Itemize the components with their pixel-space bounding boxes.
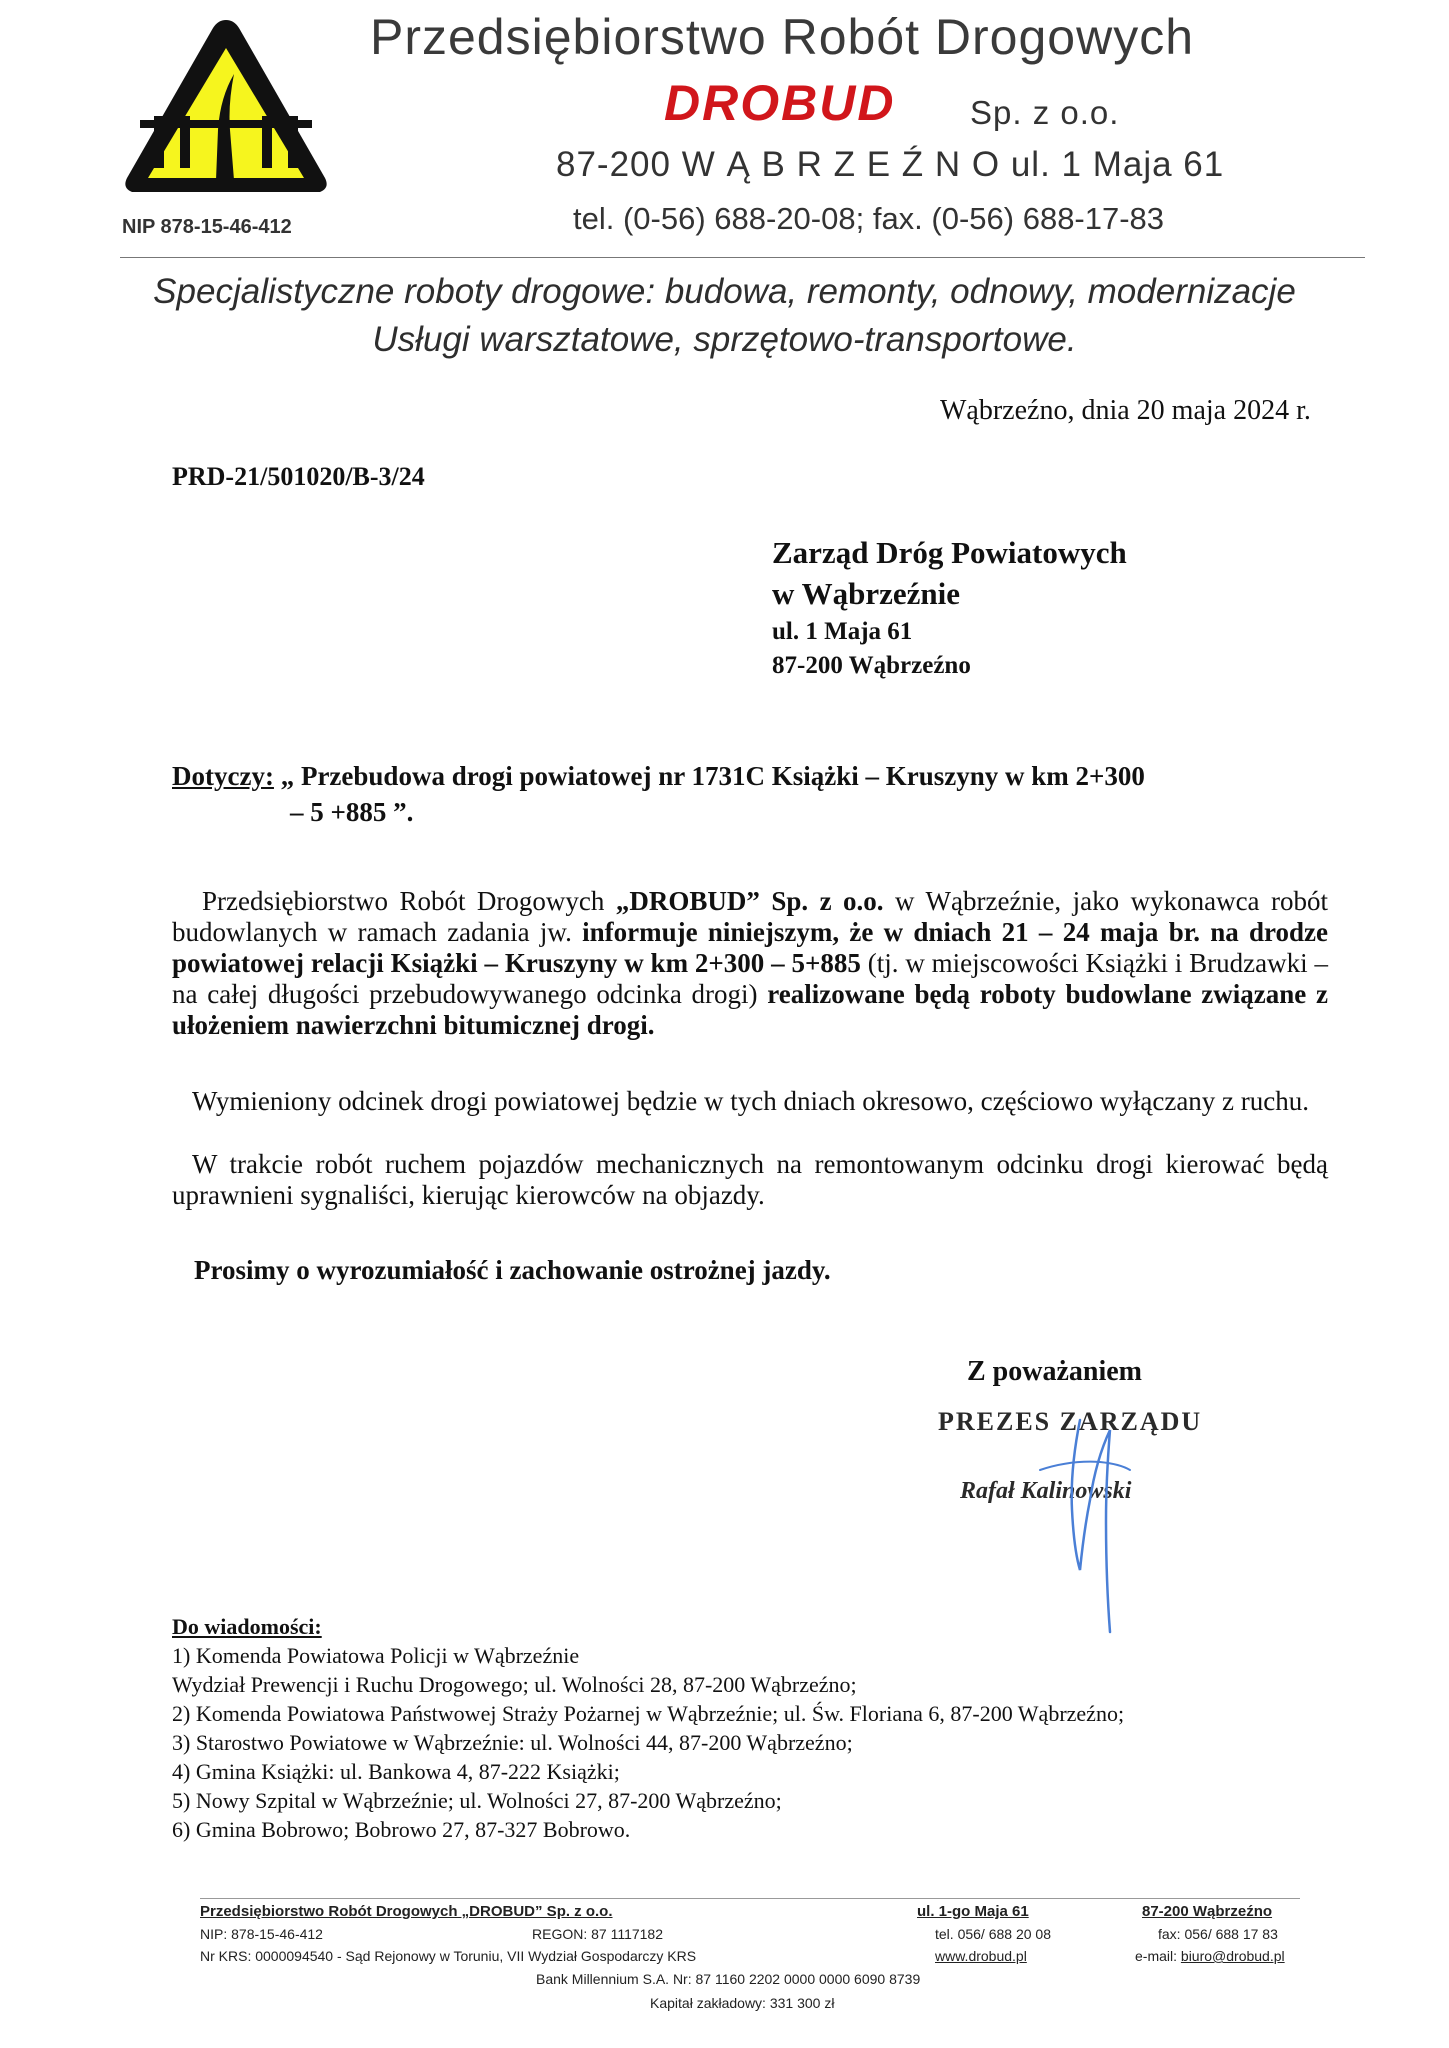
subject-text-1: „ Przebudowa drogi powiatowej nr 1731C Książki – Kruszyny w km 2+300 [273,761,1145,791]
footer-fax: fax: 056/ 688 17 83 [1158,1926,1278,1942]
body-paragraph-1 [172,886,1328,1041]
specialization-line-2: Usługi warsztatowe, sprzętowo-transportowe. [372,320,1077,359]
recipient-line-3: ul. 1 Maja 61 [772,618,913,645]
footer-tel: tel. 056/ 688 20 08 [935,1926,1051,1942]
handwritten-signature [1010,1400,1170,1640]
list-item: 3) Starostwo Powiatowe w Wąbrzeźnie: ul. Wolności 44, 87-200 Wąbrzeźno; [172,1730,853,1755]
para1-company: „DROBUD” Sp. z o.o. [615,886,884,916]
footer-krs: Nr KRS: 0000094540 - Sąd Rejonowy w Toruniu, VII Wydział Gospodarczy KRS [200,1948,697,1964]
list-item: Wydział Prewencji i Ruchu Drogowego; ul. Wolności 28, 87-200 Wąbrzeźno; [172,1672,857,1697]
list-item: 5) Nowy Szpital w Wąbrzeźnie; ul. Wolności 27, 87-200 Wąbrzeźno; [172,1788,782,1813]
footer-bank: Bank Millennium S.A. Nr: 87 1160 2202 0000 0000 6090 8739 [536,1971,921,1987]
header-divider [120,257,1365,258]
distribution-list [172,1641,1124,1844]
subject-label: Dotyczy: [172,761,274,791]
footer-company: Przedsiębiorstwo Robót Drogowych „DROBUD” Sp. z o.o. [200,1903,613,1920]
subject [172,758,1242,830]
company-nip: NIP 878-15-46-412 [122,216,292,238]
footer-street: ul. 1-go Maja 61 [917,1903,1029,1920]
stamp-name: Rafał Kalinowski [960,1478,1132,1504]
company-name: Przedsiębiorstwo Robót Drogowych [370,9,1195,65]
footer-email-link[interactable]: biuro@drobud.pl [1180,1948,1285,1964]
para1-works: realizowane będą roboty budowlane związane z ułożeniem nawierzchni bitumicznej drogi. [172,979,1328,1040]
company-phone: tel. (0-56) 688-20-08; fax. (0-56) 688-17-83 [573,201,1165,236]
footer-city: 87-200 Wąbrzeźno [1142,1903,1273,1920]
footer-divider [200,1898,1300,1899]
company-address: 87-200 W Ą B R Z E Ź N O ul. 1 Maja 61 [556,145,1225,184]
list-item: 6) Gmina Bobrowo; Bobrowo 27, 87-327 Bobrowo. [172,1817,631,1842]
road-warning-sign-icon [118,12,334,202]
letter-date: Wąbrzeźno, dnia 20 maja 2024 r. [940,395,1311,426]
list-item: 2) Komenda Powiatowa Państwowej Straży Pożarnej w Wąbrzeźnie; ul. Św. Floriana 6, 87-200 Wąbrzeźno; [172,1701,1125,1726]
recipient-line-1: Zarząd Dróg Powiatowych [772,535,1127,570]
footer-website-link[interactable]: www.drobud.pl [935,1948,1027,1964]
footer-email [1135,1948,1285,1964]
list-item: 4) Gmina Książki: ul. Bankowa 4, 87-222 Książki; [172,1759,620,1784]
recipient-line-4: 87-200 Wąbrzeźno [772,652,971,679]
para1-dates: informuje niniejszym, że w dniach 21 – 24 maja br. na drodze powiatowej relacji Książki – Kruszyny w km 2+300 – 5+885 [172,917,1328,978]
recipient-line-2: w Wąbrzeźnie [772,576,960,611]
footer-capital: Kapitał zakładowy: 331 300 zł [650,1995,835,2011]
footer-nip: NIP: 878-15-46-412 [200,1926,323,1942]
footer-email-label: e-mail: [1135,1948,1181,1964]
reference-number: PRD-21/501020/B-3/24 [172,462,425,491]
subject-text-2: – 5 +885 ”. [290,797,414,827]
closing-request: Prosimy o wyrozumiałość i zachowanie ostrożnej jazdy. [194,1255,831,1285]
regards: Z poważaniem [967,1356,1142,1387]
body-paragraph-3: W trakcie robót ruchem pojazdów mechanicznych na remontowanym odcinku drogi kierować będą uprawnieni sygnaliści, kierując kierowców na objazdy. [172,1149,1328,1210]
para1-text-b: w Wąbrzeźnie, jako wykonawca robót budowlanych w ramach zadania jw. [172,886,1328,947]
para1-text-c: (tj. w miejscowości Książki i Brudzawki – na całej długości przebudowywanego odcinka drogi) [172,948,1328,1009]
body-paragraph-2: Wymieniony odcinek drogi powiatowej będzie w tych dniach okresowo, częściowo wyłączany z ruchu. [192,1086,1310,1116]
footer-regon: REGON: 87 1117182 [532,1926,664,1942]
list-item: 1) Komenda Powiatowa Policji w Wąbrzeźnie [172,1643,580,1668]
distribution-title: Do wiadomości: [172,1614,322,1639]
legal-form: Sp. z o.o. [970,94,1120,131]
para1-text-a: Przedsiębiorstwo Robót Drogowych [202,886,616,916]
specialization-line-1: Specjalistyczne roboty drogowe: budowa, remonty, odnowy, modernizacje [153,272,1296,311]
stamp-title: PREZES ZARZĄDU [938,1407,1203,1436]
brand-logo-text: DROBUD [664,75,896,131]
